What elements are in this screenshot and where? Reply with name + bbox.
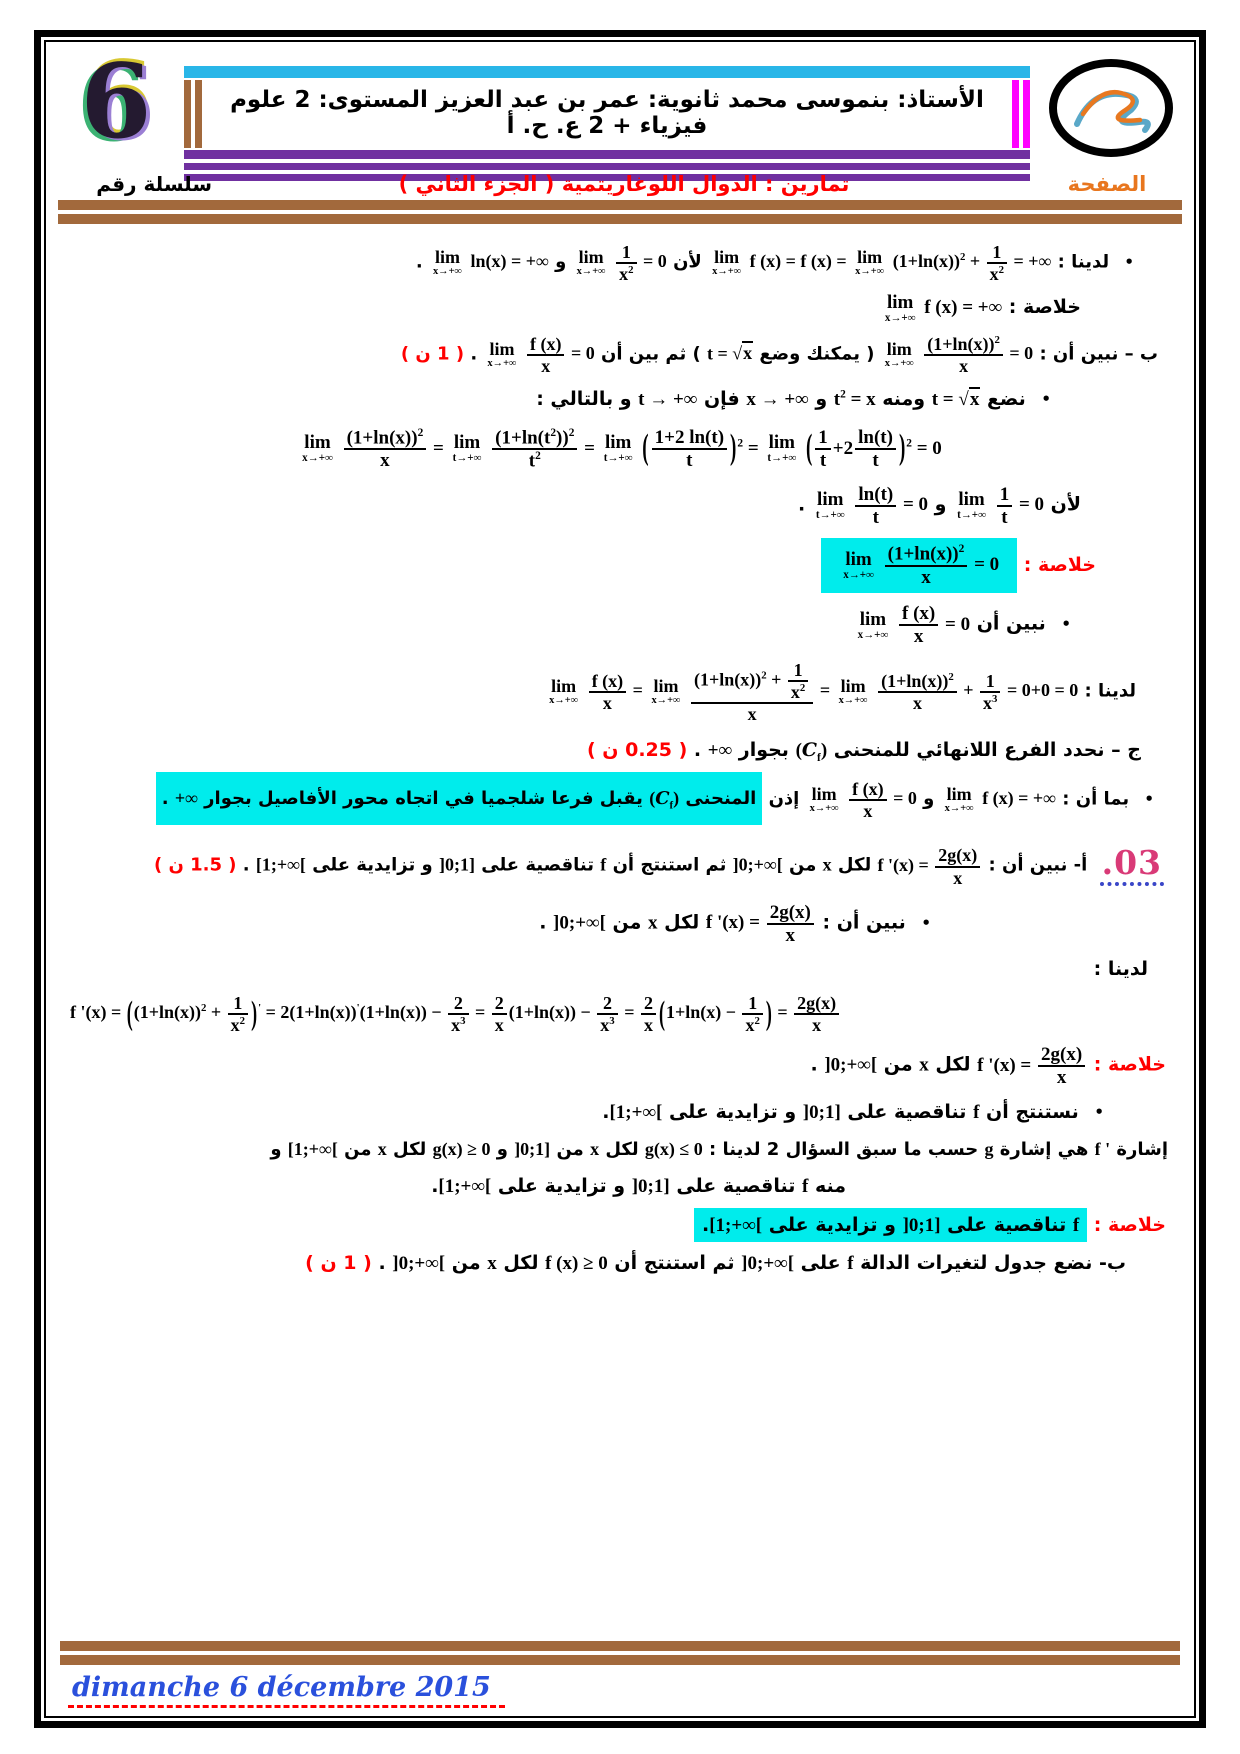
- magenta-stripes: [1012, 78, 1030, 150]
- line-parabolic-branch: • بما أن : lim x→+∞ f (x) = +∞ و lim x→+∞ $\frac{f (x)}{x}$ = 0 إذن المنحنى $(C_f)$ يقبل فرعا شلجميا في اتجاه محور الأفاصيل بجوار +∞ .: [64, 779, 1176, 821]
- page-title: تمارين : الدوال اللوغاريتمية ( الجزء الثاني ): [398, 172, 850, 196]
- teacher-info-line: الأستاذ: بنموسى محمد ثانوية: عمر بن عبد العزيز المستوى: 2 علوم فيزياء + 2 ع. ح. أ: [230, 87, 984, 139]
- line-sign-of-g: إشارة f ' هي إشارة g حسب ما سبق السؤال 2 لدينا : g(x) ≤ 0 لكل x من ]0;1] و g(x) ≥ 0 لكل x من [1;+∞[ و: [270, 1139, 1168, 1161]
- page-border-outer: [34, 30, 1206, 1728]
- line-conclusion-boxed: خلاصة : lim x→+∞ $\frac{(1+\ln(x))^2}{x}$ = 0: [64, 538, 1176, 593]
- logo-ellipse-scribble-icon: [1045, 56, 1177, 160]
- line-we-have: لدينا :: [1093, 958, 1148, 981]
- exercise-body: [58, 224, 1182, 1641]
- line-derivative-computation: f '$(x) = ((1+\ln(x))^2$ + $\frac{1}{x^2}$ )' = 2(1+ln(x))'(1+ln(x)) − $\frac{2}{x^3}$ = $\frac{2}{x}$ (1+ln(x)) − $\frac{2}{x^3}$ = $\frac{2}{x}$ (1+ln(x) − $\frac{1}{x^2}$ ) = $\frac{2g(x)}{x}$: [64, 993, 1176, 1035]
- series-number-label: سلسلة رقم: [96, 172, 212, 196]
- footer: [58, 1641, 1182, 1710]
- line-limit-fx-over-x-computation: لدينا : lim x→+∞ $\frac{f (x)}{x}$ = lim x→+∞ $(1+\ln(x))^2$ + $\frac{1}{x^2}$ x = lim x→+∞ $\frac{(1+\ln(x))^2}{x}$ + $\frac{1}{x^3}$ = 0+0 = 0: [549, 659, 1136, 725]
- brown-stripes: [184, 78, 202, 150]
- header: [58, 42, 1182, 172]
- footer-date: dimanche 6 décembre 2015: [68, 1672, 505, 1708]
- page-border-inner: [44, 40, 1196, 1718]
- line-substitution: • نضع t = √x ومنه $t^2 = x$ و x → +∞ فإن t → +∞ و بالتالي :: [536, 388, 1051, 411]
- line-conclusion-derivative: خلاصة : f '(x) = $\frac{2g(x)}{x}$ لكل x من ]0;+∞[ .: [810, 1044, 1166, 1089]
- cyan-stripe: [184, 66, 1030, 78]
- school-logo: [1040, 50, 1182, 160]
- line-question-03b: ب- نضع جدول لتغيرات الدالة f على ]0;+∞[ ثم استنتج أن f (x) ≥ 0 لكل x من ]0;+∞[ . ( 1 ن ): [305, 1252, 1126, 1275]
- bottom-separator-bars: [60, 1641, 1180, 1665]
- header-band-middle: [184, 78, 1030, 150]
- line-question-03a: .03 أ- نبين أن : f '(x) = $\frac{2g(x)}{x}$ لكل x من ]0;+∞[ ثم استنتج أن f تناقصية على ]0;1] و تزايدية على [1;+∞[ . ( 1.5 ن ): [153, 842, 1162, 888]
- sub-header: [62, 172, 1178, 196]
- decorative-six-logo: 6: [80, 42, 152, 162]
- top-separator-bars: [58, 200, 1182, 224]
- line-question-b: ب – نبين أن : lim x→+∞ $\frac{(1+\ln(x))^2}{x}$ = 0 ( يمكنك وضع t = √x ) ثم بين أن lim x→+∞ $\frac{f (x)}{x}$ = 0 . ( 1 ن ): [400, 333, 1158, 376]
- line-show-derivative: • نبين أن : f '(x) = $\frac{2g(x)}{x}$ لكل x من ]0;+∞[ .: [539, 901, 931, 946]
- line-show-limit-fx-over-x: • نبين أن lim x→+∞ $\frac{f (x)}{x}$ = 0: [857, 603, 1071, 648]
- line-conclusion-limit-f: خلاصة : lim x→+∞ f (x) = +∞: [884, 292, 1081, 325]
- line-conclusion-monotonicity: خلاصة : f تناقصية على ]0;1] و تزايدية على [1;+∞[.: [64, 1211, 1176, 1241]
- line-question-c: ج – نحدد الفرع اللانهائي للمنحنى $(C_f)$ بجوار +∞ . ( 0.25 ن ): [586, 739, 1141, 764]
- line-hence-monotonicity: منه f تناقصية على ]0;1] و تزايدية على [1;+∞[.: [431, 1175, 846, 1198]
- line-monotonicity-deduction: • نستنتج أن f تناقصية على ]0;1] و تزايدية على [1;+∞[.: [602, 1100, 1104, 1123]
- line-limit-chain: lim x→+∞ $\frac{(1+\ln(x))^2}{x}$ = lim t→+∞ $\frac{(1+\ln(t^2))^2}{t^2}$ = lim t→+∞ ( $\frac{1+2 \ln(t)}{t}$ )$^2$ = lim t→+∞ ( $\frac{1}{t}$ +2 $\frac{\ln(t)}{t}$ )$^2$ = 0: [302, 426, 942, 472]
- line-because-limits: لأن lim t→+∞ $\frac{1}{t}$ = 0 و lim t→+∞ $\frac{\ln(t)}{t}$ = 0 .: [797, 483, 1081, 529]
- page-label: الصفحة: [1067, 172, 1147, 196]
- header-band: [184, 66, 1030, 181]
- line-limit-f-infinity: • لدينا : lim x→+∞ f (x) = f (x) = lim x→+∞ $(1+\ln(x))^2$ + $\frac{1}{x^2}$ = +∞ لأن lim x→+∞ $\frac{1}{x^2}$ = 0 و lim x→+∞ ln(x) = +∞ .: [415, 242, 1134, 285]
